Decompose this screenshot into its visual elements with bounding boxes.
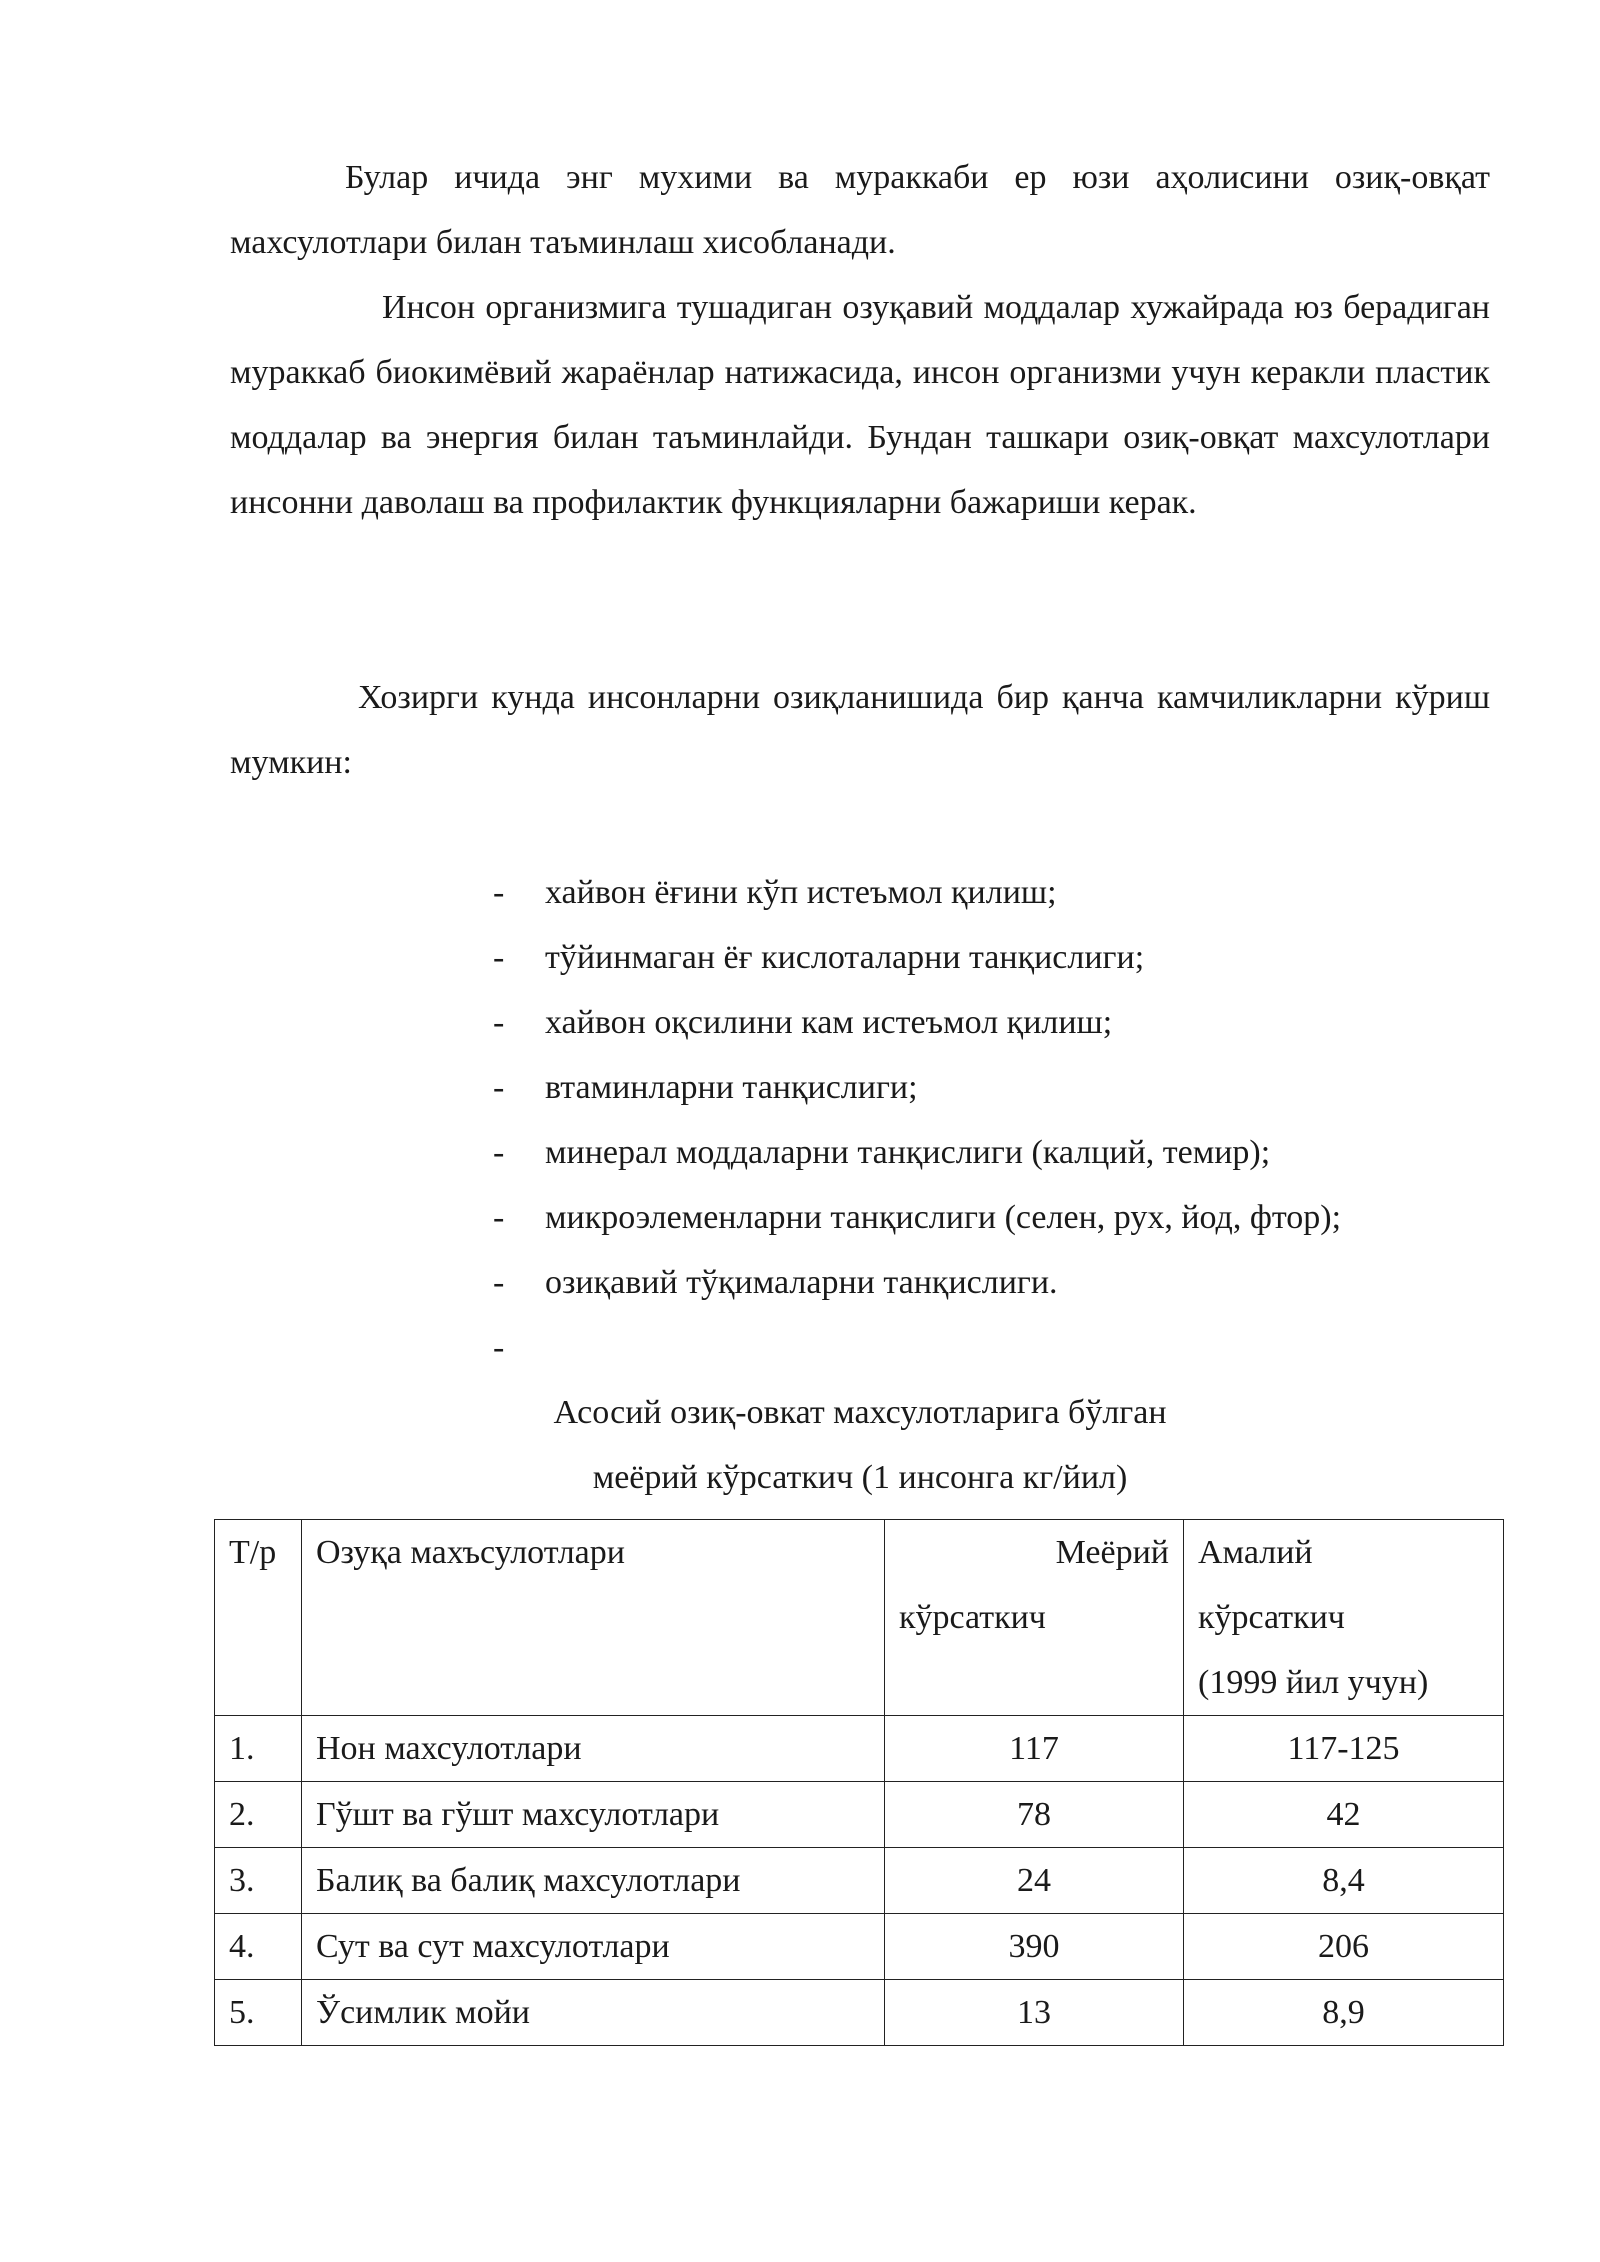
- header-product: Озуқа махъсулотлари: [302, 1520, 885, 1716]
- deficiency-list: [493, 860, 1341, 1380]
- row-product: Балиқ ва балиқ махсулотлари: [302, 1848, 885, 1914]
- row-number: 5.: [215, 1980, 302, 2046]
- paragraph-2: Инсон организмига тушадиган озуқавий моддалар хужайрада юз берадиган мураккаб биокимёвий жараёнлар натижасида, инсон организми учун керакли пластик моддалар ва энергия билан таъминлайди. Бундан ташкари озиқ-овқат махсулотлари инсонни даволаш ва профилактик функцияларни бажариши керак.: [230, 289, 1490, 521]
- list-marker: -: [493, 1199, 505, 1236]
- header-actual-line-2: кўрсаткич: [1198, 1599, 1345, 1636]
- row-actual: 8,9: [1184, 1980, 1504, 2046]
- table-row: [215, 1782, 1504, 1848]
- row-norm: 390: [885, 1914, 1184, 1980]
- row-actual: 117-125: [1184, 1716, 1504, 1782]
- list-marker: -: [493, 939, 505, 976]
- row-norm: 117: [885, 1716, 1184, 1782]
- row-product: Гўшт ва гўшт махсулотлари: [302, 1782, 885, 1848]
- row-actual: 206: [1184, 1914, 1504, 1980]
- row-norm: 24: [885, 1848, 1184, 1914]
- row-product: Ўсимлик мойи: [302, 1980, 885, 2046]
- list-item-text: микроэлеменларни танқислиги (селен, рух, йод, фтор);: [545, 1199, 1342, 1236]
- list-marker: -: [493, 874, 505, 911]
- list-item-text: тўйинмаган ёғ кислоталарни танқислиги;: [545, 939, 1145, 976]
- list-item: [493, 1120, 1341, 1185]
- list-item-text: хайвон ёғини кўп истеъмол қилиш;: [545, 874, 1057, 911]
- header-actual-line-1: Амалий: [1198, 1534, 1313, 1571]
- list-item-text: хайвон оқсилини кам истеъмол қилиш;: [545, 1004, 1113, 1041]
- list-item: [493, 860, 1341, 925]
- row-actual: 8,4: [1184, 1848, 1504, 1914]
- header-number: Т/р: [215, 1520, 302, 1716]
- table-caption-line-1: Асосий озиқ-овкат махсулотларига бўлган: [553, 1394, 1167, 1431]
- table-row: [215, 1848, 1504, 1914]
- list-marker: -: [493, 1069, 505, 1106]
- row-norm: 78: [885, 1782, 1184, 1848]
- list-item: [493, 1185, 1341, 1250]
- list-item: [493, 1315, 1341, 1380]
- list-item-text: озиқавий тўқималарни танқислиги.: [545, 1264, 1058, 1301]
- table-row: [215, 1980, 1504, 2046]
- header-actual: [1184, 1520, 1504, 1716]
- row-number: 1.: [215, 1716, 302, 1782]
- row-product: Нон махсулотлари: [302, 1716, 885, 1782]
- table-header-row: [215, 1520, 1504, 1716]
- list-item: [493, 925, 1341, 990]
- paragraph-1: Булар ичида энг мухими ва мураккаби ер юзи аҳолисини озиқ-овқат махсулотлари билан таъминлаш хисобланади.: [230, 159, 1490, 261]
- list-item: [493, 990, 1341, 1055]
- row-product: Сут ва сут махсулотлари: [302, 1914, 885, 1980]
- list-marker: -: [493, 1329, 505, 1366]
- table-row: [215, 1716, 1504, 1782]
- row-number: 4.: [215, 1914, 302, 1980]
- table-caption-line-2: меёрий кўрсаткич (1 инсонга кг/йил): [592, 1459, 1128, 1496]
- list-marker: -: [493, 1134, 505, 1171]
- list-marker: -: [493, 1264, 505, 1301]
- list-item: [493, 1055, 1341, 1120]
- list-item: [493, 1250, 1341, 1315]
- list-marker: -: [493, 1004, 505, 1041]
- norms-table: [214, 1519, 1504, 2046]
- row-actual: 42: [1184, 1782, 1504, 1848]
- row-number: 3.: [215, 1848, 302, 1914]
- list-item-text: втаминларни танқислиги;: [545, 1069, 918, 1106]
- list-item-text: минерал моддаларни танқислиги (калций, темир);: [545, 1134, 1271, 1171]
- row-norm: 13: [885, 1980, 1184, 2046]
- paragraph-3: Хозирги кунда инсонларни озиқланишида бир қанча камчиликларни кўриш мумкин:: [230, 679, 1490, 781]
- row-number: 2.: [215, 1782, 302, 1848]
- header-norm: [885, 1520, 1184, 1716]
- header-actual-line-3: (1999 йил учун): [1198, 1664, 1429, 1701]
- header-norm-line-1: Меёрий: [1055, 1534, 1169, 1571]
- header-norm-line-2: кўрсаткич: [899, 1599, 1046, 1636]
- table-row: [215, 1914, 1504, 1980]
